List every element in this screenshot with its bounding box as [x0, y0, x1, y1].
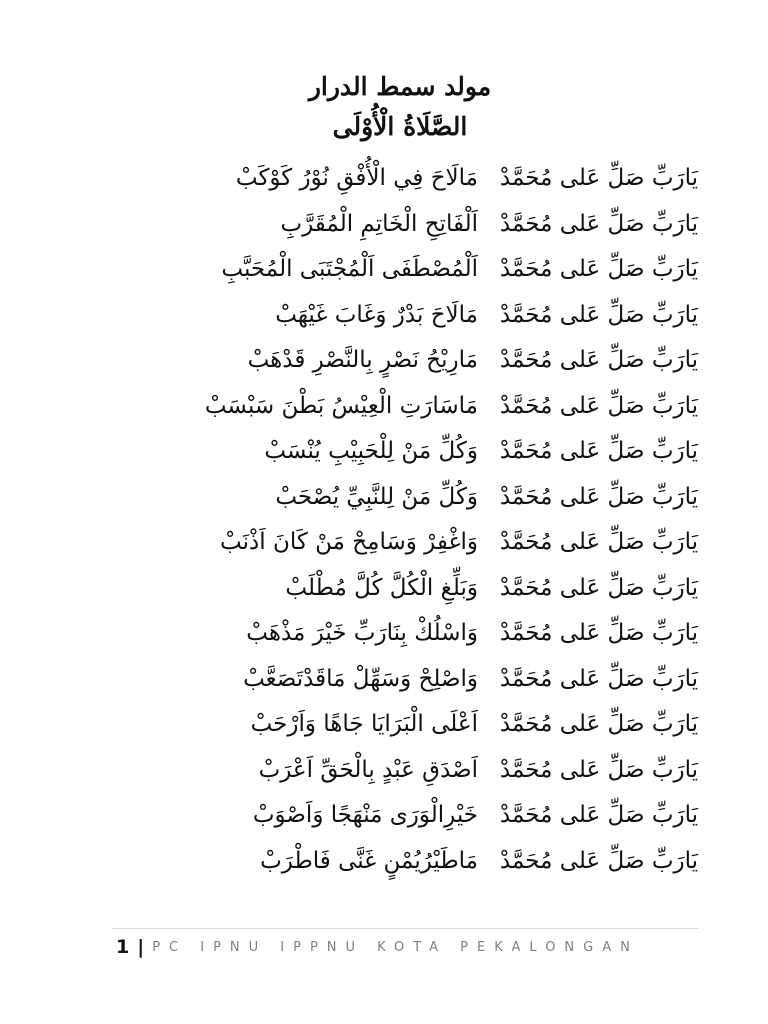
verse-line: مَالَاحَ بَدْرٌ وَغَابَ غَيْهَبْ: [275, 301, 478, 328]
verse-line: اَصْدَقِ عَبْدٍ بِالْحَقِّ اَعْرَبْ: [258, 756, 478, 783]
verse-row: [0, 293, 768, 339]
verse-line: وَاسْلُكْ بِنَارَبِّ خَيْرَ مَذْهَبْ: [246, 620, 478, 646]
verse-refrain: يَارَبِّ صَلِّ عَلى مُحَمَّدْ: [499, 847, 698, 874]
verse-row: [0, 839, 768, 885]
verse-row: [0, 202, 768, 248]
footer-separator: |: [137, 936, 145, 958]
verse-row: [0, 611, 768, 657]
verse-line: مَالَاحَ فِي الْأُفْقِ نُوْرُ كَوْكَبْ: [235, 165, 478, 191]
verse-refrain: يَارَبِّ صَلِّ عَلى مُحَمَّدْ: [499, 574, 698, 601]
page-footer: [116, 934, 639, 960]
verse-line: وَاصْلِحْ وَسَهِّلْ مَاقَدْتَصَعَّبْ: [243, 665, 478, 692]
verse-refrain: يَارَبِّ صَلِّ عَلى مُحَمَّدْ: [499, 529, 698, 555]
verse-row: [0, 566, 768, 612]
verse-line: مَارِيْحُ نَصْرٍ بِالنَّصْرِ قَدْهَبْ: [247, 347, 478, 373]
verse-row: [0, 657, 768, 703]
verse-row: [0, 429, 768, 475]
verse-line: وَكُلِّ مَنْ لِلْحَبِيْبِ يُنْسَبْ: [264, 438, 478, 464]
verse-row: [0, 384, 768, 430]
verse-line: اَعْلَى الْبَرَايَا جَاهًا وَاَرْحَبْ: [250, 711, 478, 737]
verse-row: [0, 702, 768, 748]
verse-row: [0, 793, 768, 839]
verse-row: [0, 520, 768, 566]
verse-row: [0, 247, 768, 293]
verse-line: اَلْمُصْطَفَى اَلْمُجْتَبَى الْمُحَبَّبِ: [221, 256, 478, 282]
verse-refrain: يَارَبِّ صَلِّ عَلى مُحَمَّدْ: [499, 392, 698, 419]
verse-refrain: يَارَبِّ صَلِّ عَلى مُحَمَّدْ: [499, 711, 698, 737]
verse-line: خَيْرِالْوَرَى مَنْهَجًا وَاَصْوَبْ: [252, 802, 478, 828]
footer-text: PC IPNU IPPNU KOTA PEKALONGAN: [152, 939, 639, 955]
document-title: مولد سمط الدرار: [308, 72, 492, 101]
verse-row: [0, 338, 768, 384]
verse-refrain: يَارَبِّ صَلِّ عَلى مُحَمَّدْ: [499, 483, 698, 510]
verse-line: اَلْفَاتِحِ الْخَاتِمِ الْمُقَرَّبِ: [280, 210, 478, 237]
verse-refrain: يَارَبِّ صَلِّ عَلى مُحَمَّدْ: [499, 347, 698, 373]
verse-refrain: يَارَبِّ صَلِّ عَلى مُحَمَّدْ: [499, 620, 698, 646]
footer-divider: [112, 928, 698, 929]
verse-row: [0, 475, 768, 521]
section-heading: الصَّلَاةُ الْأُوْلَى: [332, 112, 468, 141]
verse-line: وَكُلِّ مَنْ لِلنَّبِيِّ يُصْحَبْ: [275, 483, 478, 510]
verse-row: [0, 156, 768, 202]
verse-refrain: يَارَبِّ صَلِّ عَلى مُحَمَّدْ: [499, 756, 698, 783]
verse-refrain: يَارَبِّ صَلِّ عَلى مُحَمَّدْ: [499, 802, 698, 828]
verse-refrain: يَارَبِّ صَلِّ عَلى مُحَمَّدْ: [499, 210, 698, 237]
verse-refrain: يَارَبِّ صَلِّ عَلى مُحَمَّدْ: [499, 438, 698, 464]
verse-refrain: يَارَبِّ صَلِّ عَلى مُحَمَّدْ: [499, 665, 698, 692]
verse-refrain: يَارَبِّ صَلِّ عَلى مُحَمَّدْ: [499, 165, 698, 191]
verse-refrain: يَارَبِّ صَلِّ عَلى مُحَمَّدْ: [499, 256, 698, 282]
verse-line: مَاطَيْرُيُمْنٍ غَنَّى فَاطْرَبْ: [260, 847, 478, 874]
verse-line: مَاسَارَتِ الْعِيْسُ بَطْنَ سَبْسَبْ: [204, 392, 478, 419]
verse-refrain: يَارَبِّ صَلِّ عَلى مُحَمَّدْ: [499, 301, 698, 328]
verse-row: [0, 748, 768, 794]
page-number: 1: [116, 936, 130, 958]
verse-line: وَبَلِّغِ الْكُلَّ كُلَّ مُطْلَبْ: [285, 574, 478, 601]
verse-line: وَاغْفِرْ وَسَامِحْ مَنْ كَانَ اَذْنَبْ: [220, 529, 478, 555]
verse-list: [0, 156, 768, 884]
